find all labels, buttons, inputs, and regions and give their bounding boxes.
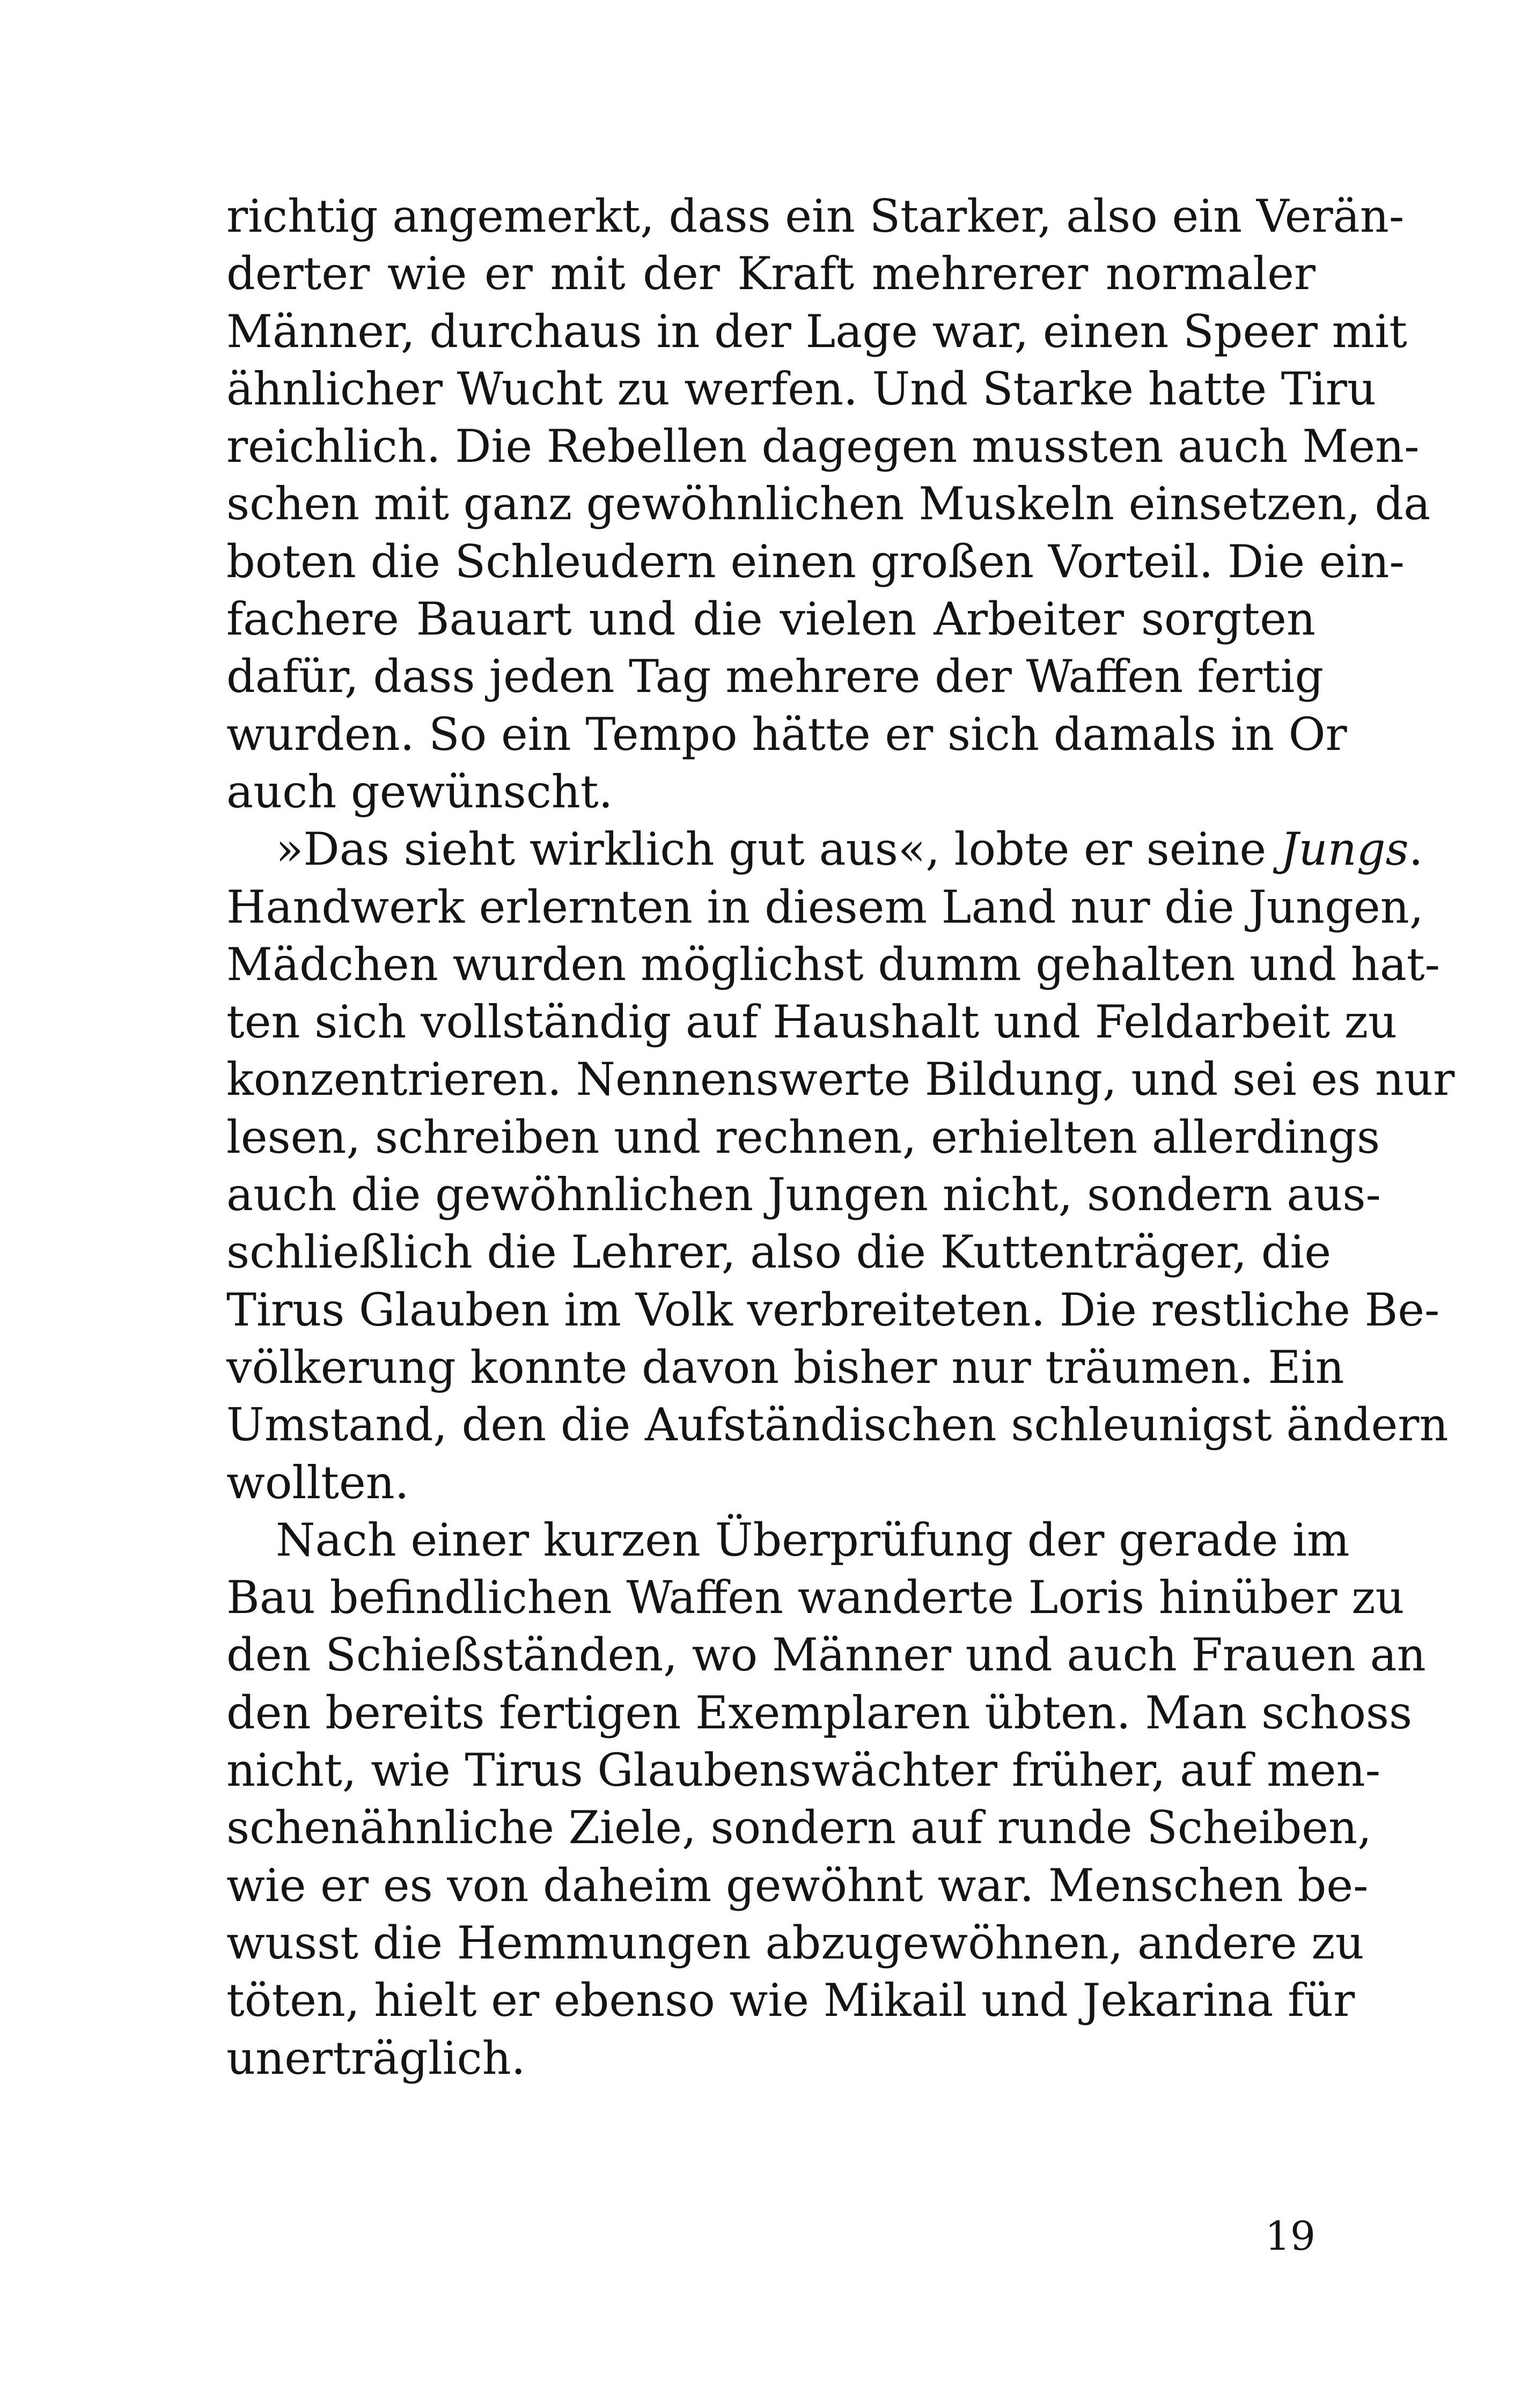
text-line: töten, hielt er ebenso wie Mikail und Jekarina für	[226, 1974, 1355, 2027]
text-line: Männer, durchaus in der Lage war, einen Speer mit	[226, 305, 1407, 358]
text-line: wusst die Hemmungen abzugewöhnen, andere zu	[226, 1916, 1364, 1969]
text-line: schen mit ganz gewöhnlichen Muskeln einsetzen, da	[226, 477, 1431, 531]
text-line: Tirus Glauben im Volk verbreiteten. Die restliche Be-	[226, 1283, 1440, 1336]
sentence-period: .	[1408, 823, 1423, 876]
text-line: Bau befindlichen Waffen wanderte Loris hinüber zu	[226, 1571, 1405, 1624]
text-line: lesen, schreiben und rechnen, erhielten allerdings	[226, 1110, 1380, 1164]
paragraph-2	[226, 821, 1455, 1512]
text-line: derter wie er mit der Kraft mehrerer normaler	[226, 247, 1316, 300]
text-line: den bereits fertigen Exemplaren übten. Man schoss	[226, 1686, 1413, 1739]
text-line: den Schießständen, wo Männer und auch Frauen an	[226, 1629, 1426, 1682]
text-line-first	[226, 821, 1423, 878]
text-line: ähnlicher Wucht zu werfen. Und Starke hatte Tiru	[226, 362, 1376, 415]
text-line: Umstand, den die Aufständischen schleunigst ändern	[226, 1398, 1449, 1452]
paragraph-3	[226, 1512, 1426, 2087]
text-line: wollten.	[226, 1456, 409, 1509]
page-number: 19	[1265, 2213, 1316, 2259]
paragraph-1	[226, 188, 1431, 821]
text-line: konzentrieren. Nennenswerte Bildung, und sei es nur	[226, 1053, 1455, 1106]
emphasized-word: Jungs	[1280, 823, 1409, 876]
dialogue-text: »Das sieht wirklich gut aus«, lobte er seine	[276, 823, 1281, 876]
text-line: reichlich. Die Rebellen dagegen mussten auch Men-	[226, 420, 1420, 473]
text-line: Handwerk erlernten in diesem Land nur die Jungen,	[226, 880, 1424, 933]
text-line: richtig angemerkt, dass ein Starker, also ein Verän-	[226, 190, 1405, 242]
text-line: nicht, wie Tirus Glaubenswächter früher, auf men-	[226, 1744, 1380, 1797]
text-line: schließlich die Lehrer, also die Kuttenträger, die	[226, 1226, 1332, 1279]
body-text	[226, 188, 1455, 2087]
text-line: auch gewünscht.	[226, 765, 613, 818]
text-line: ten sich vollständig auf Haushalt und Feldarbeit zu	[226, 996, 1398, 1049]
text-line: Nach einer kurzen Überprüfung der gerade im	[276, 1513, 1350, 1566]
text-line: dafür, dass jeden Tag mehrere der Waffen fertig	[226, 650, 1324, 703]
text-line: unerträglich.	[226, 2031, 526, 2085]
text-line: Mädchen wurden möglichst dumm gehalten und hat-	[226, 938, 1441, 991]
text-line: auch die gewöhnlichen Jungen nicht, sondern aus-	[226, 1168, 1381, 1221]
text-line: schenähnliche Ziele, sondern auf runde Scheiben,	[226, 1801, 1372, 1854]
text-line: boten die Schleudern einen großen Vorteil. Die ein-	[226, 535, 1405, 588]
text-line: fachere Bauart und die vielen Arbeiter sorgten	[226, 593, 1316, 646]
text-line: wurden. So ein Tempo hätte er sich damals in Or	[226, 708, 1347, 761]
text-line: völkerung konnte davon bisher nur träumen. Ein	[226, 1341, 1344, 1394]
text-line: wie er es von daheim gewöhnt war. Menschen be-	[226, 1859, 1369, 1912]
